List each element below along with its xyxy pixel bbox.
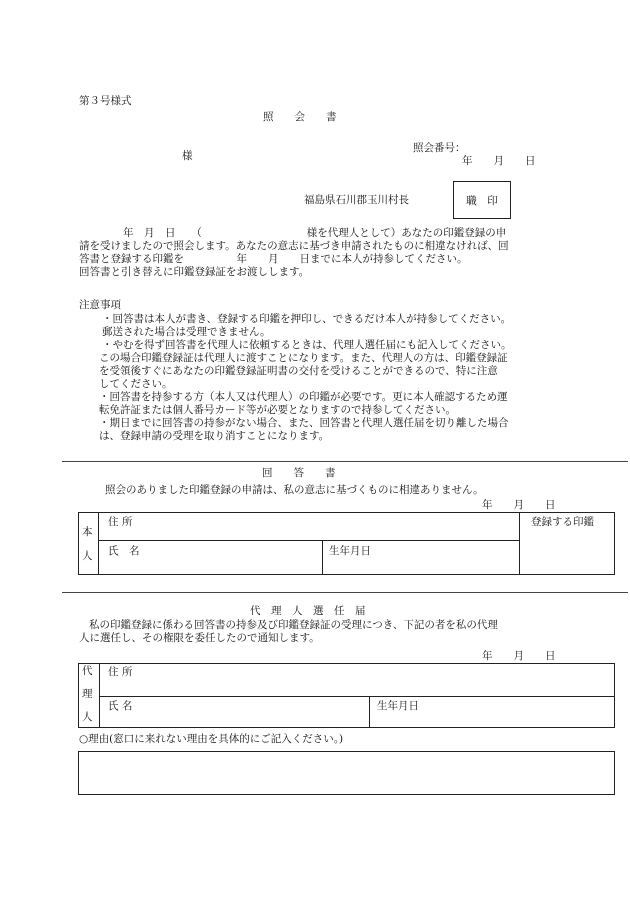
separator-line bbox=[62, 461, 628, 462]
notes-heading: 注意事項 bbox=[79, 299, 121, 311]
reply-seal-label: 登録する印鑑 bbox=[531, 516, 594, 528]
proxy-side-char: 代 bbox=[82, 665, 93, 677]
reference-number-label: 照会番号： bbox=[413, 142, 466, 154]
page-title: 照 会 書 bbox=[263, 111, 337, 123]
official-seal-label: 職 印 bbox=[466, 194, 498, 207]
proxy-address-label: 住 所 bbox=[108, 666, 133, 678]
note-line: ・やむを得ず回答書を代理人に依頼するときは、代理人選任届にも記入してください。 bbox=[102, 339, 512, 351]
reply-birthdate-label: 生年月日 bbox=[329, 545, 371, 557]
body-line: 年 月 日 （ 様を代理人として）あなたの印鑑登録の申 bbox=[123, 227, 507, 239]
proxy-title: 代 理 人 選 任 届 bbox=[250, 605, 366, 617]
proxy-side-char: 理 bbox=[82, 688, 93, 700]
note-line: ・回答書は本人が書き、登録する印鑑を押印し、できるだけ本人が持参してください。 bbox=[102, 313, 512, 325]
body-line: 回答書と引き替えに印鑑登録証をお渡しします。 bbox=[79, 266, 310, 278]
proxy-birth-divider bbox=[369, 696, 370, 728]
reply-title: 回 答 書 bbox=[262, 467, 336, 479]
proxy-birthdate-label: 生年月日 bbox=[377, 700, 419, 712]
body-line: 答書と登録する印鑑を 年 月 日までに本人が持参してください。 bbox=[79, 253, 468, 265]
note-line: 転免許証または個人番号カード等が必要となりますので持参してください。 bbox=[99, 404, 456, 416]
proxy-row-divider bbox=[99, 696, 615, 697]
proxy-name-label: 氏 名 bbox=[108, 700, 133, 712]
addressee-suffix: 様 bbox=[182, 150, 193, 162]
separator-line bbox=[62, 592, 628, 593]
inquiry-body bbox=[79, 227, 559, 279]
note-line: この場合印鑑登録証は代理人に渡すことになります。また、代理人の方は、印鑑登録証 bbox=[99, 352, 508, 364]
form-number: 第３号様式 bbox=[79, 95, 132, 107]
note-line: は、登録申請の受理を取り消すことになります。 bbox=[99, 430, 330, 442]
reply-name-label: 氏 名 bbox=[108, 545, 140, 557]
proxy-statement bbox=[79, 619, 559, 645]
issuer-name: 福島県石川郡玉川村長 bbox=[304, 194, 409, 206]
reply-seal-divider bbox=[519, 512, 520, 575]
note-line: を受領後すぐにあなたの印鑑登録証明書の交付を受けることができるので、特に注意 bbox=[99, 365, 498, 377]
reply-statement: 照会のありました印鑑登録の申請は、私の意志に基づくものに相違ありません。 bbox=[105, 484, 484, 496]
proxy-line: 私の印鑑登録に係わる回答書の持参及び印鑑登録証の受理につき、下記の者を私の代理 bbox=[89, 619, 498, 631]
header-date: 年 月 日 bbox=[462, 155, 536, 167]
reply-side-char: 人 bbox=[82, 550, 93, 562]
proxy-side-char: 人 bbox=[82, 711, 93, 723]
reply-side-divider bbox=[98, 512, 99, 575]
proxy-date: 年 月 日 bbox=[482, 650, 556, 662]
proxy-line: 人に選任し、その権限を委任したので通知します。 bbox=[79, 632, 320, 644]
reply-row-divider bbox=[98, 540, 519, 541]
notes-list bbox=[99, 313, 569, 443]
reason-box bbox=[78, 751, 615, 795]
reply-birth-divider bbox=[322, 540, 323, 575]
note-line: ・回答書を持参する方（本人又は代理人）の印鑑が必要です。更に本人確認するため運 bbox=[99, 391, 508, 403]
note-line: 郵送された場合は受理できません。 bbox=[102, 326, 271, 338]
reply-date: 年 月 日 bbox=[482, 499, 556, 511]
official-seal-box bbox=[453, 181, 511, 219]
reason-label: ○理由(窓口に来れない理由を具体的にご記入ください。) bbox=[79, 733, 344, 745]
body-line: 請を受けましたので照会します。あなたの意志に基づき申請されたものに相違なければ、回 bbox=[79, 240, 509, 252]
reply-address-label: 住 所 bbox=[108, 516, 133, 528]
note-line: ・期日までに回答書の持参がない場合、また、回答書と代理人選任届を切り離した場合 bbox=[99, 417, 509, 429]
note-line: してください。 bbox=[99, 378, 173, 390]
reply-side-char: 本 bbox=[82, 526, 93, 538]
